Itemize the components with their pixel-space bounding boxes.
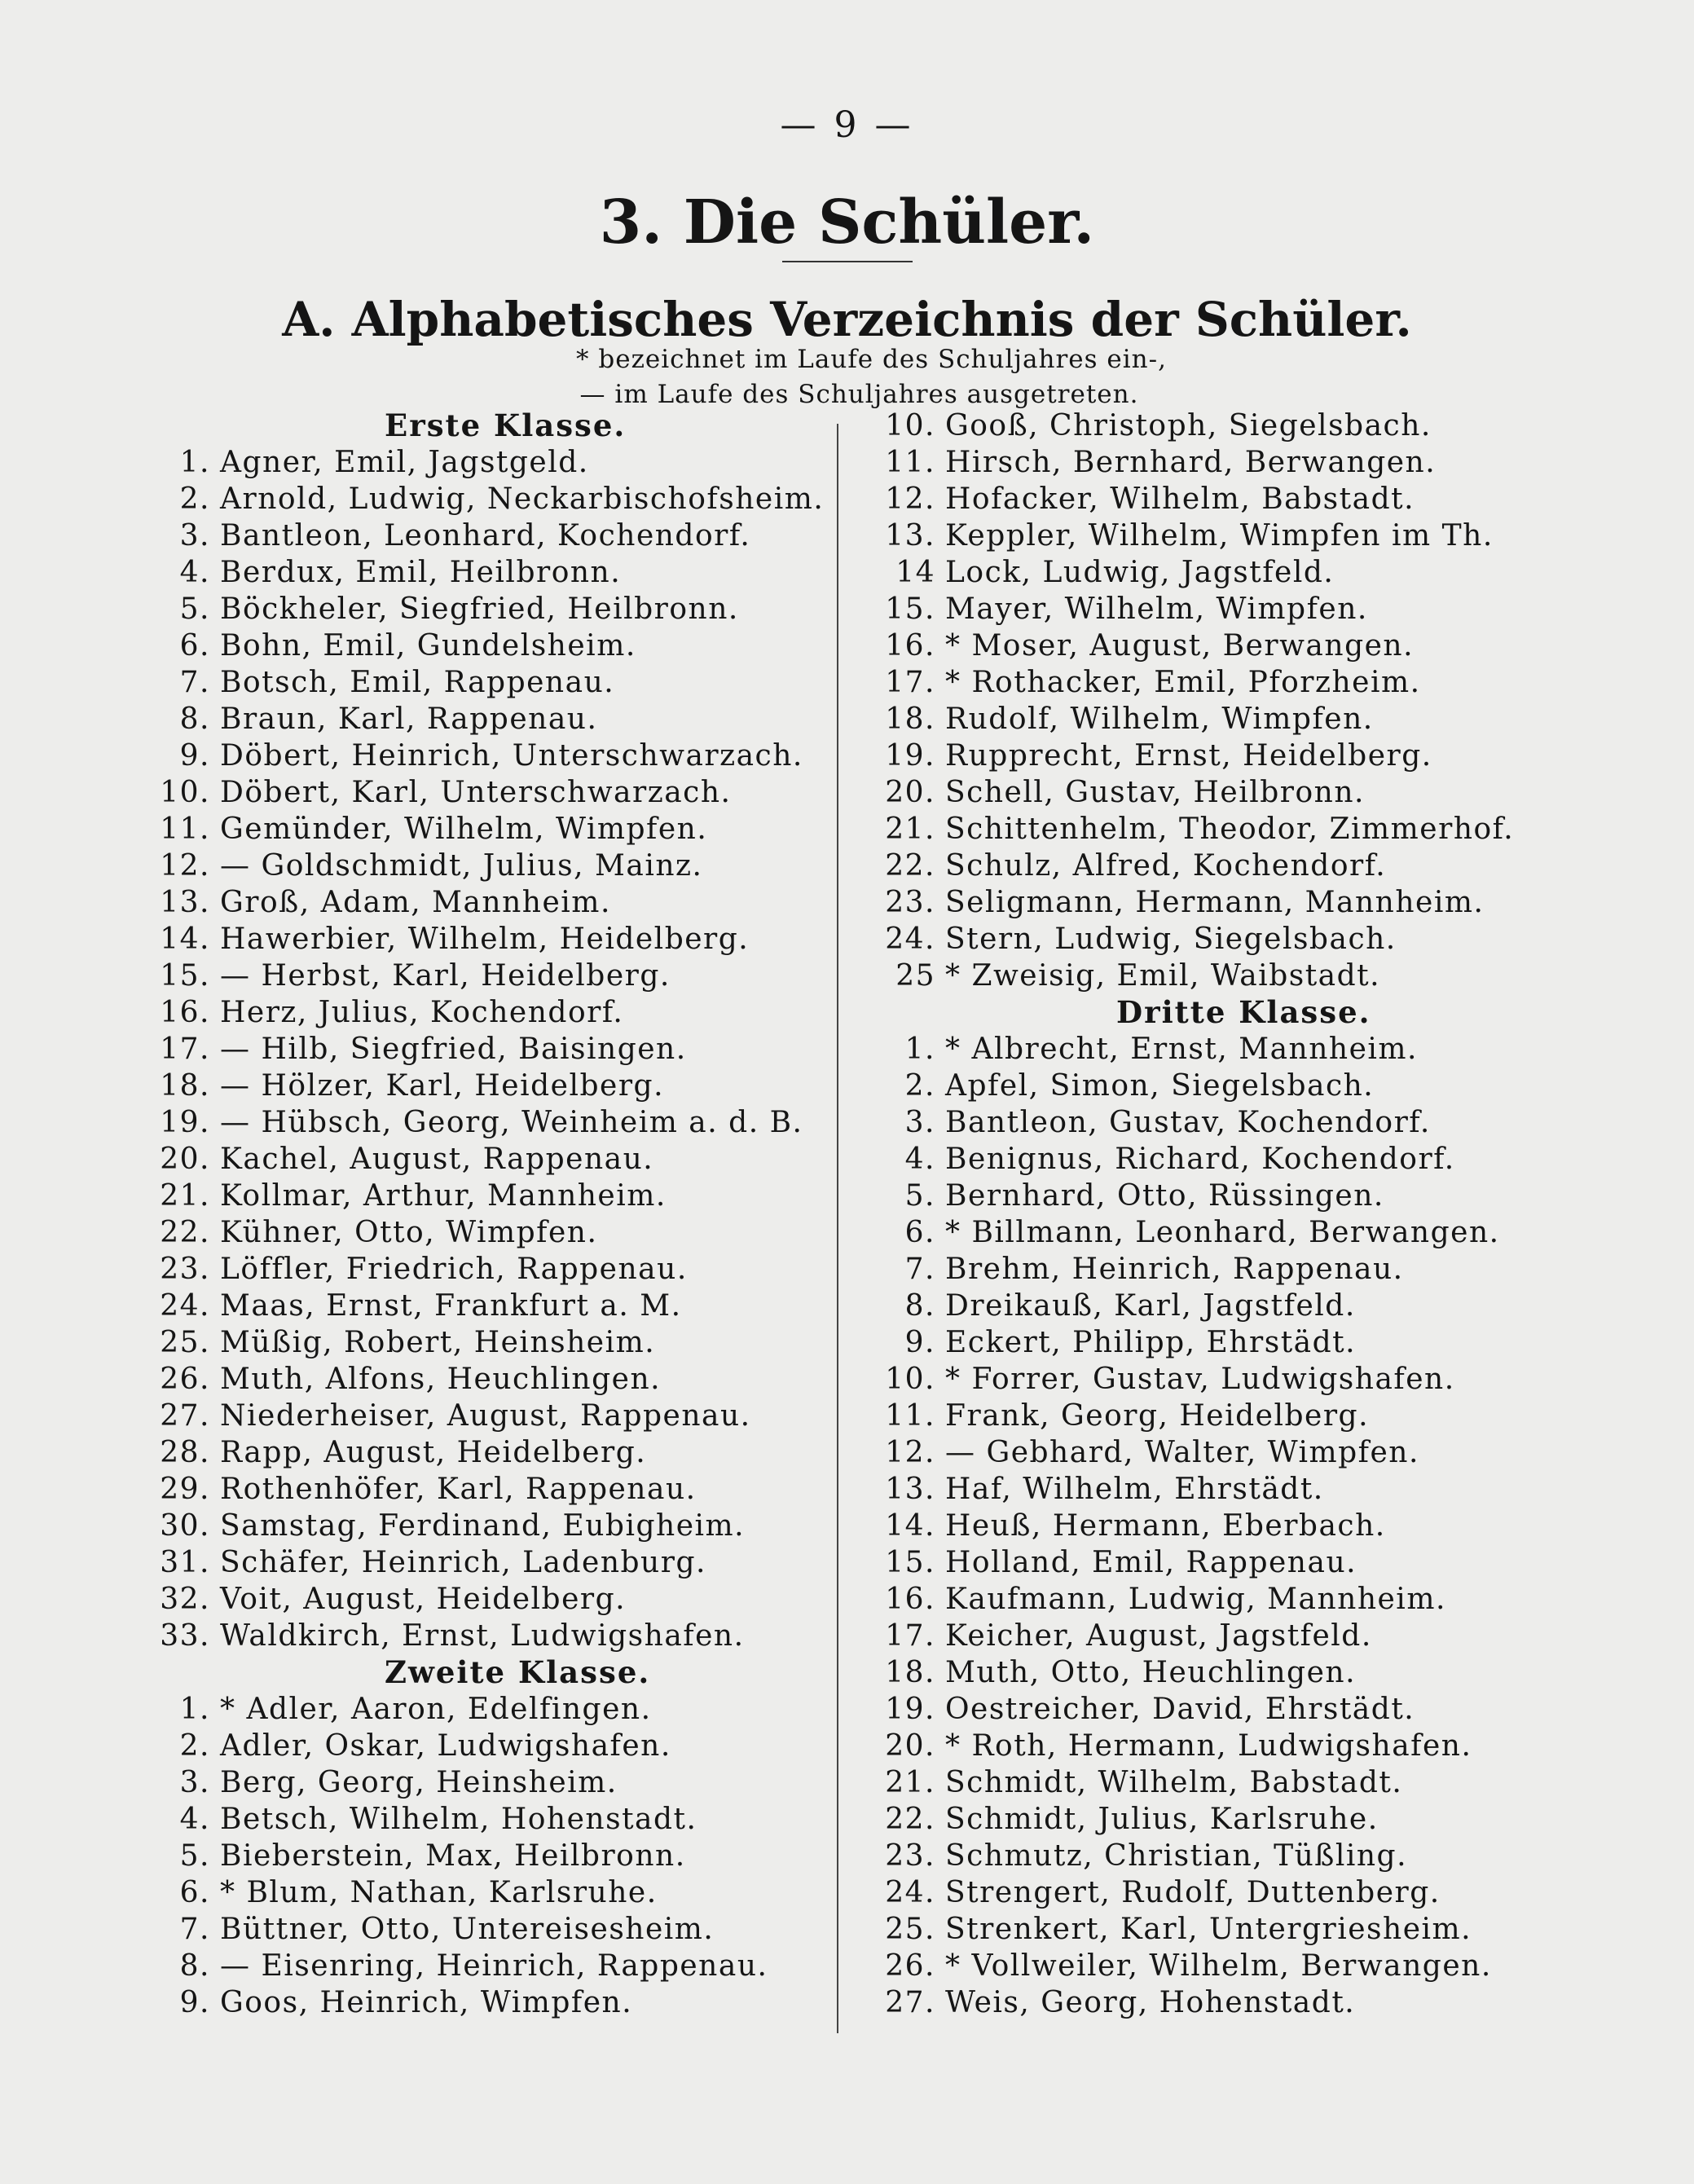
- page-number: — 9 —: [780, 104, 914, 146]
- student-name: Hofacker, Wilhelm, Babstadt.: [945, 482, 1415, 516]
- student-entry: [847, 1324, 1597, 1361]
- student-name: Schäfer, Heinrich, Ladenburg.: [220, 1546, 706, 1579]
- student-entry: [122, 1691, 823, 1728]
- entry-number: 11.: [160, 812, 210, 846]
- student-entry: [847, 1214, 1597, 1251]
- entry-number: 16.: [885, 629, 935, 663]
- student-entry: [847, 1104, 1597, 1141]
- student-name: Gooß, Christoph, Siegelsbach.: [945, 409, 1432, 443]
- student-entry: [847, 407, 1597, 444]
- student-entry: [122, 1434, 823, 1471]
- student-name: — Eisenring, Heinrich, Rappenau.: [220, 1949, 768, 1983]
- entry-number: 14: [895, 556, 935, 589]
- entry-number: 12.: [160, 849, 210, 883]
- student-entry: [122, 1618, 823, 1654]
- entry-number: 8.: [179, 1949, 210, 1983]
- entry-number: 12.: [885, 1436, 935, 1469]
- entry-number: 17.: [885, 1619, 935, 1653]
- student-entry: [847, 1068, 1597, 1104]
- student-name: Waldkirch, Ernst, Ludwigshafen.: [220, 1619, 745, 1653]
- student-entry: [847, 1398, 1597, 1434]
- student-name: Bantleon, Leonhard, Kochendorf.: [220, 519, 751, 553]
- student-name: Haf, Wilhelm, Ehrstädt.: [945, 1473, 1324, 1506]
- student-name: * Moser, August, Berwangen.: [945, 629, 1415, 663]
- student-entry: [847, 1288, 1597, 1324]
- entry-number: 4.: [179, 1803, 210, 1836]
- student-name: Weis, Georg, Hohenstadt.: [945, 1986, 1356, 2019]
- student-name: Apfel, Simon, Siegelsbach.: [945, 1069, 1375, 1103]
- student-name: Strenkert, Karl, Untergriesheim.: [945, 1913, 1472, 1946]
- entry-number: 10.: [160, 776, 210, 809]
- student-name: * Vollweiler, Wilhelm, Berwangen.: [945, 1949, 1492, 1983]
- student-name: Maas, Ernst, Frankfurt a. M.: [220, 1289, 682, 1323]
- entry-number: 10.: [885, 409, 935, 443]
- class-heading: Erste Klasse.: [385, 407, 627, 443]
- legend-left: — im Laufe des Schuljahres ausgetreten.: [579, 380, 1139, 409]
- entry-number: 30.: [160, 1509, 210, 1543]
- column-divider: [837, 424, 838, 2033]
- student-name: Eckert, Philipp, Ehrstädt.: [945, 1326, 1357, 1359]
- student-name: Schmidt, Julius, Karlsruhe.: [945, 1803, 1379, 1836]
- student-name: Kachel, August, Rappenau.: [220, 1143, 654, 1176]
- entry-number: 9.: [179, 739, 210, 773]
- student-entry: [847, 1434, 1597, 1471]
- entry-number: 7.: [179, 666, 210, 699]
- entry-number: 28.: [160, 1436, 210, 1469]
- student-name: Böckheler, Siegfried, Heilbronn.: [220, 592, 739, 626]
- entry-number: 2.: [904, 1069, 935, 1103]
- student-name: * Zweisig, Emil, Waibstadt.: [945, 959, 1381, 993]
- student-entry: [847, 701, 1597, 738]
- entry-number: 15.: [885, 1546, 935, 1579]
- student-entry: [847, 774, 1597, 811]
- student-entry: [847, 1801, 1597, 1838]
- student-entry: [122, 627, 823, 664]
- student-entry: [847, 1581, 1597, 1618]
- student-name: Brehm, Heinrich, Rappenau.: [945, 1253, 1404, 1286]
- student-name: Hirsch, Bernhard, Berwangen.: [945, 446, 1437, 479]
- student-entry: [122, 848, 823, 884]
- entry-number: 17.: [160, 1033, 210, 1066]
- student-entry: [847, 554, 1597, 591]
- entry-number: 20.: [885, 1729, 935, 1763]
- student-name: Kollmar, Arthur, Mannheim.: [220, 1179, 667, 1213]
- student-name: Bernhard, Otto, Rüssingen.: [945, 1179, 1384, 1213]
- student-name: Keppler, Wilhelm, Wimpfen im Th.: [945, 519, 1494, 553]
- student-entry: [122, 701, 823, 738]
- student-name: Rothenhöfer, Karl, Rappenau.: [220, 1473, 697, 1506]
- student-name: Rudolf, Wilhelm, Wimpfen.: [945, 702, 1374, 736]
- entry-number: 31.: [160, 1546, 210, 1579]
- student-entry: [122, 1728, 823, 1764]
- entry-number: 21.: [885, 812, 935, 846]
- student-name: * Forrer, Gustav, Ludwigshafen.: [945, 1363, 1455, 1396]
- student-entry: [847, 627, 1597, 664]
- student-name: * Adler, Aaron, Edelfingen.: [220, 1693, 652, 1726]
- entry-number: 11.: [885, 446, 935, 479]
- entry-number: 16.: [160, 996, 210, 1029]
- entry-number: 5.: [179, 592, 210, 626]
- student-entry: [847, 1984, 1597, 2021]
- entry-number: 25: [895, 959, 935, 993]
- student-name: Berdux, Emil, Heilbronn.: [220, 556, 622, 589]
- entry-number: 1.: [179, 446, 210, 479]
- student-name: Berg, Georg, Heinsheim.: [220, 1766, 618, 1799]
- entry-number: 26.: [885, 1949, 935, 1983]
- entry-number: 14.: [885, 1509, 935, 1543]
- student-name: Bieberstein, Max, Heilbronn.: [220, 1839, 686, 1873]
- student-name: — Hilb, Siegfried, Baisingen.: [220, 1033, 687, 1066]
- entry-number: 24.: [885, 922, 935, 956]
- student-name: Mayer, Wilhelm, Wimpfen.: [945, 592, 1368, 626]
- student-name: Braun, Karl, Rappenau.: [220, 702, 598, 736]
- student-name: Lock, Ludwig, Jagstfeld.: [945, 556, 1335, 589]
- student-name: Arnold, Ludwig, Neckarbischofsheim.: [220, 482, 825, 516]
- entry-number: 16.: [885, 1583, 935, 1616]
- student-entry: [847, 1361, 1597, 1398]
- student-entry: [122, 1251, 823, 1288]
- entry-number: 6.: [179, 1876, 210, 1909]
- student-name: — Gebhard, Walter, Wimpfen.: [945, 1436, 1419, 1469]
- entry-number: 5.: [179, 1839, 210, 1873]
- entry-number: 27.: [160, 1399, 210, 1433]
- entry-number: 18.: [885, 1656, 935, 1689]
- student-entry: [847, 1141, 1597, 1178]
- student-entry: [847, 1874, 1597, 1911]
- entry-number: 22.: [885, 1803, 935, 1836]
- student-entry: [847, 1654, 1597, 1691]
- entry-number: 22.: [160, 1216, 210, 1249]
- student-entry: [122, 958, 823, 994]
- entry-number: 26.: [160, 1363, 210, 1396]
- student-entry: [122, 1178, 823, 1214]
- entry-number: 20.: [885, 776, 935, 809]
- student-name: — Goldschmidt, Julius, Mainz.: [220, 849, 703, 883]
- entry-number: 2.: [179, 482, 210, 516]
- entry-number: 14.: [160, 922, 210, 956]
- entry-number: 7.: [904, 1253, 935, 1286]
- student-name: — Hölzer, Karl, Heidelberg.: [220, 1069, 665, 1103]
- student-entry: [122, 1874, 823, 1911]
- entry-number: 23.: [885, 1839, 935, 1873]
- entry-number: 3.: [179, 1766, 210, 1799]
- entry-number: 19.: [885, 1693, 935, 1726]
- entry-number: 18.: [160, 1069, 210, 1103]
- student-name: Hawerbier, Wilhelm, Heidelberg.: [220, 922, 750, 956]
- student-name: Goos, Heinrich, Wimpfen.: [220, 1986, 633, 2019]
- student-entry: [847, 1838, 1597, 1874]
- student-name: Schmidt, Wilhelm, Babstadt.: [945, 1766, 1403, 1799]
- student-entry: [122, 1141, 823, 1178]
- entry-number: 2.: [179, 1729, 210, 1763]
- student-entry: [122, 774, 823, 811]
- entry-number: 8.: [904, 1289, 935, 1323]
- student-entry: [122, 1801, 823, 1838]
- student-entry: [122, 1104, 823, 1141]
- student-entry: [122, 1288, 823, 1324]
- student-entry: [122, 664, 823, 701]
- student-entry: [122, 884, 823, 921]
- student-name: Seligmann, Hermann, Mannheim.: [945, 886, 1485, 919]
- student-name: Kaufmann, Ludwig, Mannheim.: [945, 1583, 1446, 1616]
- student-name: Benignus, Richard, Kochendorf.: [945, 1143, 1455, 1176]
- entry-number: 32.: [160, 1583, 210, 1616]
- entry-number: 13.: [160, 886, 210, 919]
- entry-number: 23.: [160, 1253, 210, 1286]
- student-entry: [847, 958, 1597, 994]
- entry-number: 7.: [179, 1913, 210, 1946]
- student-entry: [122, 1581, 823, 1618]
- student-name: * Albrecht, Ernst, Mannheim.: [945, 1033, 1418, 1066]
- student-name: Voit, August, Heidelberg.: [220, 1583, 627, 1616]
- student-entry: [847, 848, 1597, 884]
- title-divider: [782, 261, 913, 262]
- student-name: Herz, Julius, Kochendorf.: [220, 996, 624, 1029]
- student-entry: [847, 591, 1597, 627]
- student-name: Bantleon, Gustav, Kochendorf.: [945, 1106, 1431, 1139]
- student-name: Niederheiser, August, Rappenau.: [220, 1399, 751, 1433]
- student-name: * Blum, Nathan, Karlsruhe.: [220, 1876, 658, 1909]
- student-name: Stern, Ludwig, Siegelsbach.: [945, 922, 1397, 956]
- student-name: Oestreicher, David, Ehrstädt.: [945, 1693, 1415, 1726]
- student-name: Holland, Emil, Rappenau.: [945, 1546, 1357, 1579]
- student-name: Kühner, Otto, Wimpfen.: [220, 1216, 598, 1249]
- entry-number: 4.: [179, 556, 210, 589]
- student-entry: [122, 1398, 823, 1434]
- student-name: Groß, Adam, Mannheim.: [220, 886, 611, 919]
- student-entry: [122, 1911, 823, 1948]
- subsection-title: A. Alphabetisches Verzeichnis der Schüler.: [282, 292, 1412, 347]
- student-name: Döbert, Heinrich, Unterschwarzach.: [220, 739, 803, 773]
- student-entry: [847, 1691, 1597, 1728]
- entry-number: 19.: [160, 1106, 210, 1139]
- student-entry: [122, 738, 823, 774]
- student-name: Löffler, Friedrich, Rappenau.: [220, 1253, 688, 1286]
- student-entry: [847, 1544, 1597, 1581]
- entry-number: 8.: [179, 702, 210, 736]
- student-entry: [847, 884, 1597, 921]
- student-name: Samstag, Ferdinand, Eubigheim.: [220, 1509, 746, 1543]
- student-name: Agner, Emil, Jagstgeld.: [220, 446, 589, 479]
- student-entry: [122, 1214, 823, 1251]
- student-entry: [122, 481, 823, 517]
- student-entry: [847, 517, 1597, 554]
- student-entry: [122, 1544, 823, 1581]
- left-column: [122, 407, 823, 2021]
- entry-number: 18.: [885, 702, 935, 736]
- entry-number: 20.: [160, 1143, 210, 1176]
- entry-number: 10.: [885, 1363, 935, 1396]
- student-entry: [122, 1764, 823, 1801]
- entry-number: 15.: [160, 959, 210, 993]
- student-name: Bohn, Emil, Gundelsheim.: [220, 629, 636, 663]
- student-entry: [122, 517, 823, 554]
- right-column: [847, 407, 1597, 2021]
- student-entry: [122, 994, 823, 1031]
- entry-number: 25.: [885, 1913, 935, 1946]
- student-name: Schell, Gustav, Heilbronn.: [945, 776, 1365, 809]
- entry-number: 6.: [179, 629, 210, 663]
- student-name: — Hübsch, Georg, Weinheim a. d. B.: [220, 1106, 803, 1139]
- student-name: Büttner, Otto, Untereisesheim.: [220, 1913, 715, 1946]
- student-entry: [122, 1948, 823, 1984]
- section-title: 3. Die Schüler.: [599, 187, 1095, 258]
- entry-number: 11.: [885, 1399, 935, 1433]
- student-name: Gemünder, Wilhelm, Wimpfen.: [220, 812, 708, 846]
- entry-number: 3.: [904, 1106, 935, 1139]
- entry-number: 9.: [904, 1326, 935, 1359]
- entry-number: 3.: [179, 519, 210, 553]
- student-entry: [847, 1031, 1597, 1068]
- student-entry: [122, 1324, 823, 1361]
- entry-number: 21.: [885, 1766, 935, 1799]
- entry-number: 22.: [885, 849, 935, 883]
- student-entry: [847, 1471, 1597, 1508]
- student-name: Schulz, Alfred, Kochendorf.: [945, 849, 1387, 883]
- student-name: Heuß, Hermann, Eberbach.: [945, 1509, 1386, 1543]
- class-heading: Zweite Klasse.: [385, 1654, 651, 1690]
- student-name: Keicher, August, Jagstfeld.: [945, 1619, 1372, 1653]
- student-entry: [847, 1178, 1597, 1214]
- student-name: Rupprecht, Ernst, Heidelberg.: [945, 739, 1432, 773]
- student-entry: [847, 1764, 1597, 1801]
- entry-number: 12.: [885, 482, 935, 516]
- entry-number: 33.: [160, 1619, 210, 1653]
- student-entry: [847, 1618, 1597, 1654]
- student-entry: [122, 1508, 823, 1544]
- entry-number: 5.: [904, 1179, 935, 1213]
- student-entry: [122, 1471, 823, 1508]
- student-entry: [122, 444, 823, 481]
- entry-number: 15.: [885, 592, 935, 626]
- entry-number: 29.: [160, 1473, 210, 1506]
- student-name: Schittenhelm, Theodor, Zimmerhof.: [945, 812, 1515, 846]
- student-name: Dreikauß, Karl, Jagstfeld.: [945, 1289, 1356, 1323]
- student-entry: [847, 1911, 1597, 1948]
- entry-number: 24.: [160, 1289, 210, 1323]
- entry-number: 19.: [885, 739, 935, 773]
- student-entry: [122, 1031, 823, 1068]
- student-name: Botsch, Emil, Rappenau.: [220, 666, 615, 699]
- student-entry: [847, 1251, 1597, 1288]
- entry-number: 4.: [904, 1143, 935, 1176]
- entry-number: 6.: [904, 1216, 935, 1249]
- student-name: Rapp, August, Heidelberg.: [220, 1436, 647, 1469]
- student-entry: [847, 921, 1597, 958]
- entry-number: 23.: [885, 886, 935, 919]
- student-entry: [847, 664, 1597, 701]
- student-entry: [122, 591, 823, 627]
- class-heading: Dritte Klasse.: [1116, 994, 1371, 1030]
- student-name: Döbert, Karl, Unterschwarzach.: [220, 776, 732, 809]
- student-entry: [122, 554, 823, 591]
- student-entry: [847, 444, 1597, 481]
- student-name: * Rothacker, Emil, Pforzheim.: [945, 666, 1421, 699]
- entry-number: 24.: [885, 1876, 935, 1909]
- entry-number: 21.: [160, 1179, 210, 1213]
- student-entry: [122, 1838, 823, 1874]
- student-name: Betsch, Wilhelm, Hohenstadt.: [220, 1803, 697, 1836]
- entry-number: 9.: [179, 1986, 210, 2019]
- student-entry: [847, 1728, 1597, 1764]
- entry-number: 1.: [904, 1033, 935, 1066]
- student-name: — Herbst, Karl, Heidelberg.: [220, 959, 671, 993]
- student-entry: [847, 1948, 1597, 1984]
- student-name: Adler, Oskar, Ludwigshafen.: [220, 1729, 671, 1763]
- student-name: Muth, Alfons, Heuchlingen.: [220, 1363, 662, 1396]
- student-entry: [122, 1068, 823, 1104]
- legend-entered: * bezeichnet im Laufe des Schuljahres ein-,: [576, 345, 1167, 374]
- student-name: * Roth, Hermann, Ludwigshafen.: [945, 1729, 1472, 1763]
- student-entry: [847, 481, 1597, 517]
- entry-number: 1.: [179, 1693, 210, 1726]
- entry-number: 17.: [885, 666, 935, 699]
- student-entry: [847, 1508, 1597, 1544]
- student-entry: [122, 921, 823, 958]
- student-entry: [122, 811, 823, 848]
- student-name: Schmutz, Christian, Tüßling.: [945, 1839, 1408, 1873]
- student-name: Müßig, Robert, Heinsheim.: [220, 1326, 656, 1359]
- student-name: Frank, Georg, Heidelberg.: [945, 1399, 1370, 1433]
- student-entry: [122, 1361, 823, 1398]
- entry-number: 13.: [885, 519, 935, 553]
- student-name: Strengert, Rudolf, Duttenberg.: [945, 1876, 1441, 1909]
- student-entry: [847, 738, 1597, 774]
- student-name: * Billmann, Leonhard, Berwangen.: [945, 1216, 1500, 1249]
- student-entry: [122, 1984, 823, 2021]
- entry-number: 25.: [160, 1326, 210, 1359]
- student-name: Muth, Otto, Heuchlingen.: [945, 1656, 1357, 1689]
- student-entry: [847, 811, 1597, 848]
- entry-number: 13.: [885, 1473, 935, 1506]
- entry-number: 27.: [885, 1986, 935, 2019]
